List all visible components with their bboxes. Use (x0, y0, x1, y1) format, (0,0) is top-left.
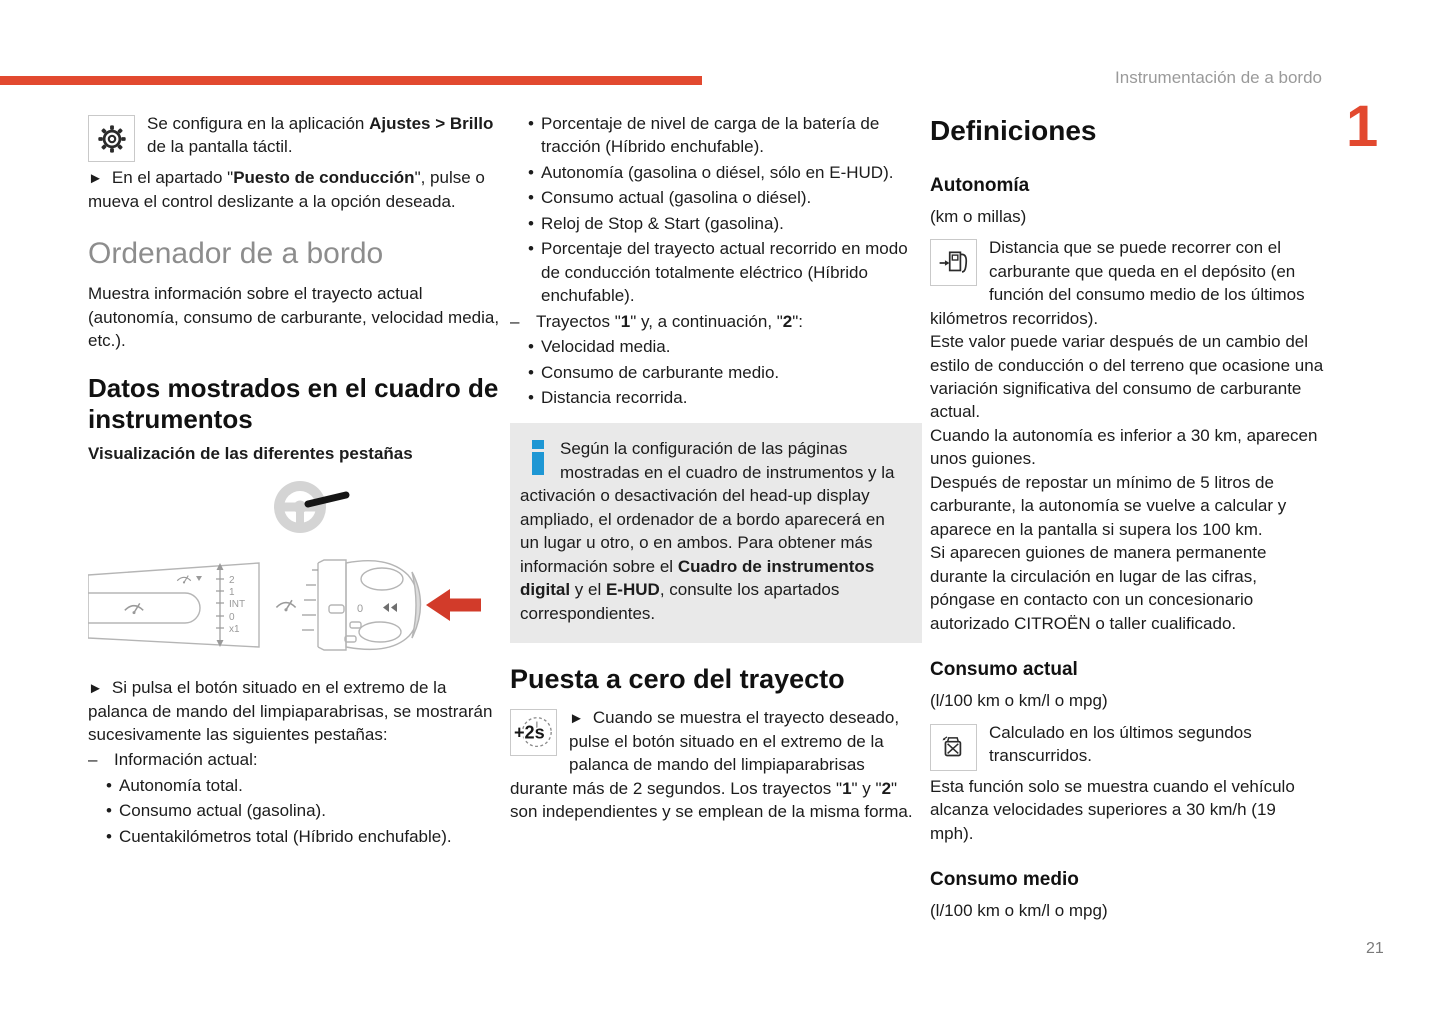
knob-zero-label: 0 (357, 603, 364, 616)
list-item: • Velocidad media. (528, 337, 671, 357)
paragraph: Este valor puede variar después de un cambio del estilo de conducción o del terreno que ocasione una variación significativa del consumo de carburante actual. (930, 332, 1324, 422)
wiper-icon-small (177, 576, 191, 584)
heading-consumo-actual: Consumo actual (930, 659, 1078, 680)
list-item: • Consumo actual (gasolina). (106, 801, 326, 821)
info-box-text: Según la configuración de las páginas mostradas en el cuadro de instrumentos y la activación o desactivación del head-up display ampliado, el ordenador de a bordo aparecerá en un lugar u otro, o en ambos. Para obtener más información sobre el Cuadro de instrumentos digital y el E-HUD, consulte los apartados correspondientes. (520, 439, 895, 623)
wiper-icon-mid (276, 601, 295, 612)
heading-puesta-a-cero: Puesta a cero del trayecto (510, 664, 845, 695)
paragraph-cuando: +2s ► Cuando se muestra el trayecto deseado, pulse el botón situado en el extremo de la palanca de mando del limpiaparabrisas durante más de 2 segundos. Los trayectos "1" y "2" son independientes y se emplean de la misma forma. (510, 708, 913, 822)
paragraph: Si aparecen guiones de manera permanente durante la circulación en lugar de las cifras, póngase en contacto con un concesionario autorizado CITROËN o taller cualificado. (930, 543, 1267, 633)
svg-text:x1: x1 (229, 624, 240, 636)
list-item-dash: – Trayectos "1" y, a continuación, "2": (510, 311, 804, 331)
svg-text:0: 0 (229, 612, 235, 624)
heading-consumo-medio: Consumo medio (930, 869, 1079, 891)
settings-note (88, 112, 502, 159)
paragraph: Cuando la autonomía es inferior a 30 km, aparecen unos guiones. (930, 425, 1318, 469)
svg-text:1: 1 (229, 587, 235, 599)
list-item: • Porcentaje de nivel de carga de la batería de tracción (Híbrido enchufable). (528, 114, 880, 157)
stalk-scale-labels (229, 575, 245, 635)
wiper-stalk-figure (88, 475, 502, 659)
action-arrow: ► (569, 710, 584, 728)
steering-wheel-icon (274, 481, 346, 533)
jerrycan-icon (930, 724, 977, 771)
gear-icon-svg (96, 123, 128, 155)
svg-text:INT: INT (229, 599, 246, 611)
list-item: • Distancia recorrida. (528, 387, 688, 407)
paragraph-autonomia-def: Distancia que se puede recorrer con el carburante que queda en el depósito (en función del consumo medio de los últimos kilómetros recorridos). (930, 238, 1305, 328)
list-item: • Cuentakilómetros total (Híbrido enchufable). (106, 826, 452, 846)
paragraph: Esta función solo se muestra cuando el vehículo alcanza velocidades superiores a 30 km/h (19 mph). (930, 776, 1295, 843)
svg-text:2: 2 (229, 575, 235, 587)
info-icon (532, 440, 544, 475)
list-item: • Consumo actual (gasolina o diésel). (528, 188, 812, 208)
intensity-dashes (302, 570, 318, 630)
paragraph: Después de repostar un mínimo de 5 litros de carburante, la autonomía se vuelve a calcular y aparece en la pantalla si supera los 100 km. (930, 472, 1287, 539)
page-number: 21 (1366, 940, 1384, 957)
heading-datos: Datos mostrados en el cuadro de instrumentos (88, 372, 499, 435)
triangle-down-icon (196, 576, 202, 581)
list-item: • Autonomía total. (106, 775, 243, 795)
unit-consumo-actual: (l/100 km o km/l o mpg) (930, 691, 1108, 711)
svg-text:+2s: +2s (513, 722, 545, 743)
gear-icon (88, 115, 135, 162)
heading-definiciones: Definiciones (930, 115, 1097, 146)
action-arrow: ► (88, 679, 103, 697)
list-item: • Reloj de Stop & Start (gasolina). (528, 213, 784, 233)
heading-ordenador: Ordenador de a bordo (88, 237, 384, 271)
unit-consumo-medio: (l/100 km o km/l o mpg) (930, 901, 1108, 921)
column-left (88, 112, 502, 848)
settings-note-text: Se configura en la aplicación Ajustes > Brillo de la pantalla táctil. (147, 114, 494, 157)
list-item-dash: – Información actual: (88, 750, 258, 770)
red-arrow (426, 589, 481, 621)
info-box (510, 423, 922, 643)
heading-autonomia: Autonomía (930, 174, 1030, 196)
unit-autonomia: (km o millas) (930, 206, 1027, 226)
action-arrow: ► (88, 170, 103, 187)
paragraph-muestra: Muestra información sobre el trayecto actual (autonomía, consumo de carburante, velocidad media, etc.). (88, 284, 500, 351)
paragraph-sipulsa: ► Si pulsa el botón situado en el extremo de la palanca de mando del limpiaparabrisas, se mostrarán sucesivamente las siguientes pestañas: (88, 677, 493, 744)
column-middle (510, 112, 922, 824)
list-item: • Porcentaje del trayecto actual recorrido en modo de conducción totalmente eléctrico (Híbrido enchufable). (528, 239, 908, 306)
fuel-pump-icon (930, 239, 977, 286)
stalk-scale (216, 563, 224, 647)
rewind-icon (383, 603, 397, 612)
paragraph-apartado: ► En el apartado "Puesto de conducción", pulse o mueva el control deslizante a la opción deseada. (88, 168, 485, 211)
plus-2s-clock-icon (510, 709, 557, 756)
paragraph-consumo-actual-def: Calculado en los últimos segundos transcurridos. (930, 721, 1324, 768)
column-right (930, 112, 1324, 931)
wiper-icon-capsule (125, 604, 143, 615)
heading-visualizacion: Visualización de las diferentes pestañas (88, 443, 413, 463)
list-item: • Autonomía (gasolina o diésel, sólo en E-HUD). (528, 162, 894, 182)
chapter-number: 1 (1346, 94, 1379, 159)
section-header: Instrumentación de a bordo (1115, 68, 1322, 87)
list-item: • Consumo de carburante medio. (528, 362, 780, 382)
top-red-bar (0, 76, 702, 85)
